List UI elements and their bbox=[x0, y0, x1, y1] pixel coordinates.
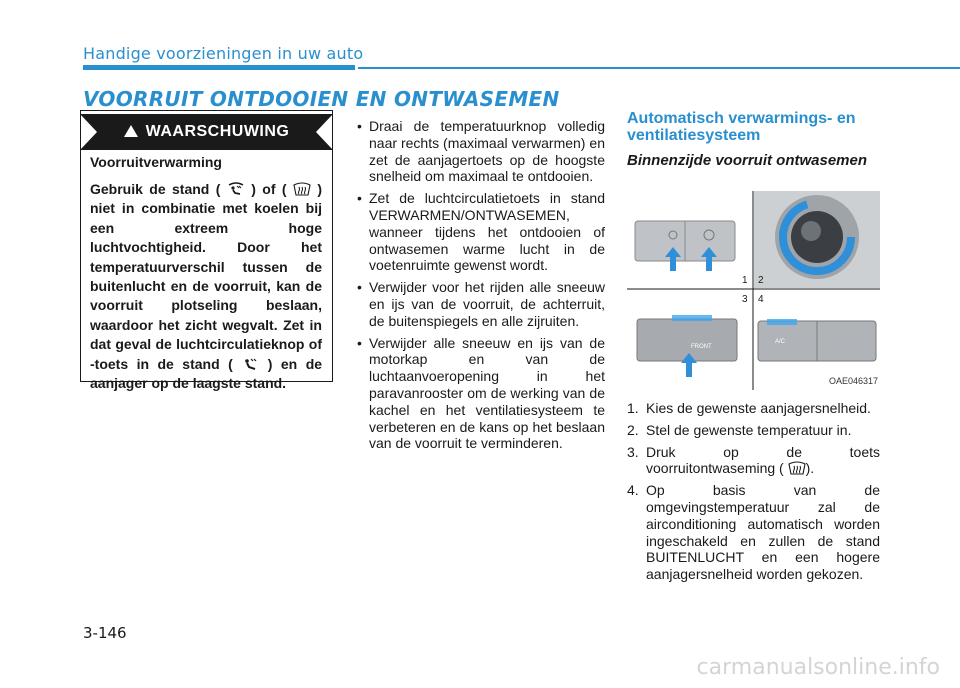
warning-body: Gebruik de stand ( ) of ( ) niet in combinatie met koelen bij een extreem hoge luchtvochtigheid. Door het temperatuurverschil tussen de buitenlucht en de voorruit, kan de voorruit plotseling beslaan, waardoor het zicht wegvalt. Zet in dat geval de luchtcirculatieknop of -toets in de stand ( ) en de aanjager op de laagste stand. bbox=[90, 181, 323, 392]
warning-icon bbox=[124, 125, 138, 137]
bullet-item: • Zet de luchtcirculatietoets in stand VERWARMEN/ONTWASEMEN, wanneer tijdens het ontdooien of ontwasemen warme lucht in de voetenruimte gewenst wordt. bbox=[350, 190, 605, 274]
bullet-item: • Draai de temperatuurknop volledig naar rechts (maximaal verwarmen) en zet de aanjagertoets op de hoogste snelheid om maximaal te ontdooien. bbox=[350, 118, 605, 185]
step-item: 2. Stel de gewenste temperatuur in. bbox=[627, 421, 852, 438]
bullet-item: • Verwijder voor het rijden alle sneeuw en ijs van de voorruit, de achterruit, de buitenspiegels en alle zijruiten. bbox=[350, 279, 605, 329]
bullet-item: • Verwijder alle sneeuw en ijs van de motorkap en van de luchtaanvoeropening in het paravanrooster om de werking van de kachel en het ventilatiesysteem te verbeteren en de kans op het beslaan van de voorruit te verminderen. bbox=[350, 335, 605, 453]
climate-control-figure bbox=[627, 191, 880, 390]
windshield-defrost-icon bbox=[788, 461, 806, 475]
floor-defrost-icon bbox=[227, 182, 245, 196]
page-number: 3-146 bbox=[83, 624, 127, 642]
ac-button-label: A/C bbox=[775, 339, 786, 345]
warning-title: Voorruitverwarming bbox=[90, 154, 222, 170]
running-header: Handige voorzieningen in uw auto bbox=[83, 44, 364, 63]
floor-vent-icon bbox=[241, 357, 259, 371]
watermark: carmanualsonline.info bbox=[696, 655, 940, 680]
step-item: 3. Druk op de toets voorruitontwaseming ( ). bbox=[627, 443, 880, 477]
climate-panel-illustration bbox=[627, 191, 880, 390]
windshield-defrost-icon bbox=[293, 182, 311, 196]
warning-box bbox=[80, 110, 333, 392]
defog-steps bbox=[627, 400, 880, 588]
header-rule-thin bbox=[358, 67, 960, 69]
warning-banner bbox=[80, 114, 333, 150]
auto-system-subheading: Binnenzijde voorruit ontwasemen bbox=[627, 152, 868, 169]
defrost-bullet-list bbox=[350, 118, 605, 457]
auto-system-heading: Automatisch verwarmings- en ventilatiesysteem bbox=[627, 110, 856, 144]
figure-label-3: 3 bbox=[742, 294, 748, 305]
section-title: VOORRUIT ONTDOOIEN EN ONTWASEMEN bbox=[83, 87, 560, 111]
front-button-label: FRONT bbox=[691, 344, 712, 350]
figure-label-4: 4 bbox=[758, 294, 764, 305]
warning-label: WAARSCHUWING bbox=[145, 123, 290, 140]
figure-code: OAE046317 bbox=[828, 376, 878, 386]
header-rule-thick bbox=[83, 65, 355, 70]
step-item: 1. Kies de gewenste aanjagersnelheid. bbox=[627, 400, 871, 416]
figure-label-2: 2 bbox=[758, 275, 764, 286]
figure-label-1: 1 bbox=[742, 275, 748, 286]
step-item: 4. Op basis van de omgevingstemperatuur zal de airconditioning automatisch worden ingeschakeld en zullen de stand BUITENLUCHT en een hogere aanjagersnelheid worden gekozen. bbox=[627, 482, 880, 583]
